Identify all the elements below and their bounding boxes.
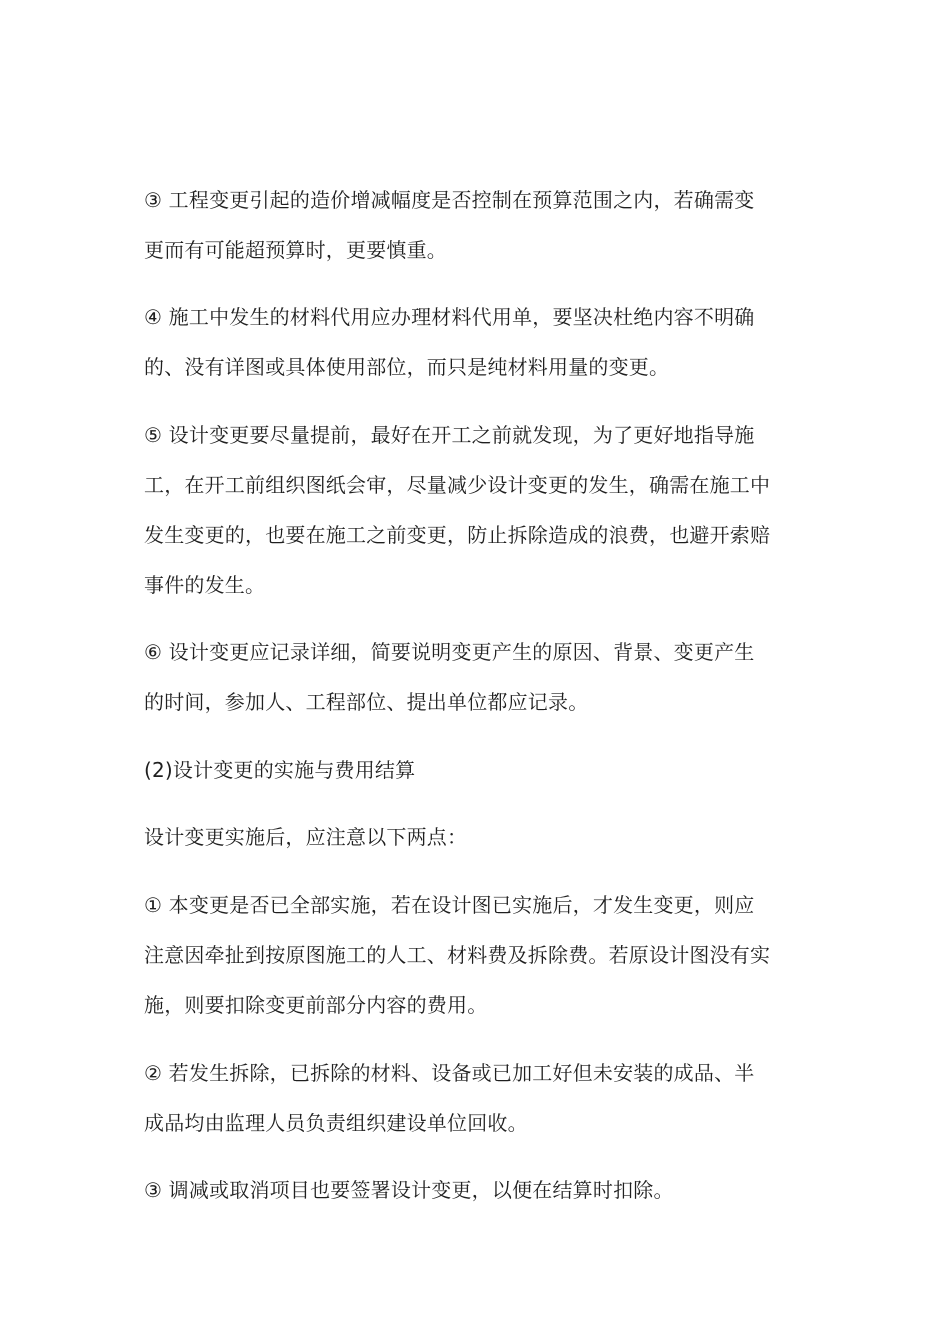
text-line: ③ 调减或取消项目也要签署设计变更，以便在结算时扣除。 bbox=[144, 1178, 674, 1202]
paragraph-item-4-material-substitution bbox=[144, 292, 810, 392]
text-line: ② 若发生拆除，已拆除的材料、设备或已加工好但未安装的成品、半 bbox=[144, 1061, 755, 1085]
text-line: (2)设计变更的实施与费用结算 bbox=[144, 758, 416, 782]
text-line: ⑥ 设计变更应记录详细，简要说明变更产生的原因、背景、变更产生 bbox=[144, 640, 755, 664]
text-line: 的、没有详图或具体使用部位，而只是纯材料用量的变更。 bbox=[144, 355, 670, 379]
text-line: 发生变更的，也要在施工之前变更，防止拆除造成的浪费，也避开索赔 bbox=[144, 523, 771, 547]
text-line: 注意因牵扯到按原图施工的人工、材料费及拆除费。若原设计图没有实 bbox=[144, 943, 771, 967]
text-line: 施，则要扣除变更前部分内容的费用。 bbox=[144, 993, 488, 1017]
paragraph-item-1-implementation bbox=[144, 880, 810, 1030]
text-line: 工，在开工前组织图纸会审，尽量减少设计变更的发生，确需在施工中 bbox=[144, 473, 771, 497]
text-line: 更而有可能超预算时，更要慎重。 bbox=[144, 238, 447, 262]
paragraph-intro bbox=[144, 812, 810, 862]
text-line: 的时间，参加人、工程部位、提出单位都应记录。 bbox=[144, 690, 589, 714]
text-line: 成品均由监理人员负责组织建设单位回收。 bbox=[144, 1111, 528, 1135]
paragraph-item-5-early-change bbox=[144, 410, 810, 610]
text-line: ③ 工程变更引起的造价增减幅度是否控制在预算范围之内，若确需变 bbox=[144, 188, 755, 212]
text-line: 设计变更实施后，应注意以下两点： bbox=[144, 825, 468, 849]
paragraph-item-6-record bbox=[144, 627, 810, 727]
paragraph-item-3-reduction bbox=[144, 1165, 810, 1215]
text-line: ④ 施工中发生的材料代用应办理材料代用单，要坚决杜绝内容不明确 bbox=[144, 305, 755, 329]
section-heading bbox=[144, 745, 810, 795]
text-line: 事件的发生。 bbox=[144, 573, 266, 597]
paragraph-item-2-demolition bbox=[144, 1048, 810, 1148]
text-line: ⑤ 设计变更要尽量提前，最好在开工之前就发现，为了更好地指导施 bbox=[144, 423, 755, 447]
paragraph-item-3-budget bbox=[144, 175, 810, 275]
text-line: ① 本变更是否已全部实施，若在设计图已实施后，才发生变更，则应 bbox=[144, 893, 755, 917]
